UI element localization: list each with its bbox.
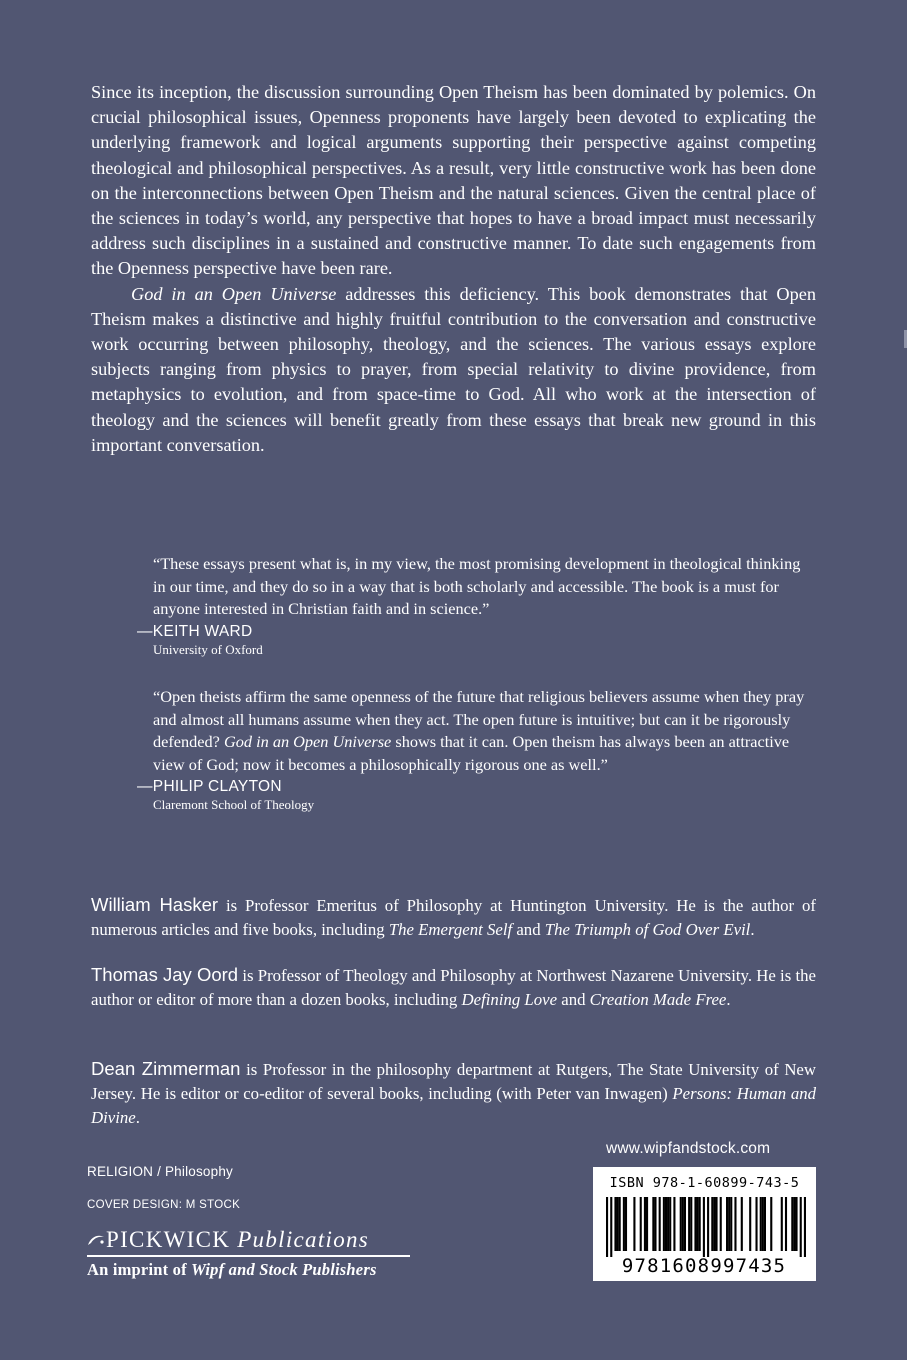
description-paragraph-1: Since its inception, the discussion surrounding Open Theism has been dominated by polemics. On crucial philosophical issues, Openness proponents have largely been devoted to explicating the underlying framework and logical arguments supporting their perspective against competing theological and philosophical perspectives. As a result, very little constructive work has been done on the interconnections between Open Theism and the natural sciences. Given the central place of the sciences in today’s world, any perspective that hopes to have a broad impact must necessarily address such disciplines in a sustained and constructive manner. To date such engagements from the Openness perspective have been rare. [91, 82, 816, 279]
barcode-bar [726, 1197, 728, 1251]
barcode-bar [619, 1197, 621, 1251]
barcode-bar [781, 1197, 783, 1251]
barcode-bar [640, 1197, 642, 1251]
barcode-bar [707, 1197, 709, 1257]
barcode-bar [673, 1197, 675, 1251]
book-title-inline: God in an Open Universe [131, 283, 337, 304]
barcode-bar [697, 1197, 699, 1251]
barcode-bar [711, 1197, 713, 1251]
barcode-bar [669, 1197, 671, 1251]
barcode-bar [665, 1197, 667, 1251]
barcode-bar [652, 1197, 654, 1251]
endorser-name: —PHILIP CLAYTON [137, 778, 282, 795]
barcode-bar [663, 1197, 665, 1251]
barcode-bar [785, 1197, 787, 1251]
barcode-bar [734, 1197, 736, 1251]
endorser-affiliation: Claremont School of Theology [153, 797, 315, 812]
publisher-logo [87, 1226, 369, 1254]
barcode-bar [728, 1197, 730, 1251]
pickwick-swoosh-icon [87, 1232, 105, 1248]
barcode-bar [684, 1197, 686, 1251]
barcode-bar [749, 1197, 751, 1251]
barcode-bar [793, 1197, 795, 1251]
barcode-bar [800, 1197, 802, 1257]
publisher-name-italic: Publications [237, 1227, 370, 1252]
barcode-bar [614, 1197, 616, 1251]
barcode-bar [644, 1197, 646, 1251]
barcode-bar [659, 1197, 661, 1251]
barcode-bar [713, 1197, 715, 1251]
barcode-bar [770, 1197, 772, 1251]
subject-category: RELIGION / Philosophy [87, 1164, 234, 1179]
barcode-bar [762, 1197, 764, 1251]
endorser-name: —KEITH WARD [137, 622, 253, 640]
barcode-bar [633, 1197, 635, 1251]
publisher-imprint: An imprint of Wipf and Stock Publishers [87, 1260, 377, 1279]
barcode-bar [690, 1197, 692, 1251]
publisher-name: PICKWICK [106, 1227, 231, 1252]
barcode-bar [646, 1197, 648, 1251]
barcode-bar [617, 1197, 619, 1251]
publisher-website: www.wipfandstock.com [606, 1140, 771, 1157]
endorsement-keith-ward [137, 553, 817, 658]
barcode-bar [625, 1197, 627, 1251]
barcode-bar [667, 1197, 669, 1251]
barcode-bar [606, 1197, 608, 1257]
bio-thomas-jay-oord: Thomas Jay Oord is Professor of Theology and Philosophy at Northwest Nazarene University. He is the author or editor of more than a dozen books, including Defining Love and Creation Made Free. [91, 964, 816, 1009]
barcode-bars [606, 1197, 806, 1257]
ean-digits: 9781608997435 [621, 1255, 787, 1277]
barcode-bar [699, 1197, 701, 1251]
barcode-bar [680, 1197, 682, 1251]
barcode-bar [791, 1197, 793, 1251]
barcode-bar [804, 1197, 806, 1257]
endorser-affiliation: University of Oxford [153, 641, 263, 657]
publisher-divider [87, 1255, 410, 1257]
barcode-bar [720, 1197, 722, 1251]
barcode-bar [730, 1197, 732, 1251]
description-paragraph-2: God in an Open Universe addresses this deficiency. This book demonstrates that Open Theism makes a distinctive and highly fruitful contribution to the conversation and constructive work occurring between philosophy, theology, and the sciences. The various essays explore subjects ranging from physics to prayer, from special relativity to divine providence, from metaphysics to evolution, and from space-time to God. All who work at the intersection of theology and the sciences will benefit greatly from these essays that break new ground in this important conversation. [91, 283, 816, 455]
barcode-bar [623, 1197, 625, 1251]
bio-name: William Hasker [91, 894, 219, 915]
bio-dean-zimmerman: Dean Zimmerman is Professor in the philosophy department at Rutgers, The State University of New Jersey. He is editor or co-editor of several books, including (with Peter van Inwagen) Persons: Human and Divine. [91, 1058, 817, 1127]
barcode-bar [760, 1197, 762, 1251]
book-description [91, 80, 816, 458]
cover-design-credit: COVER DESIGN: M STOCK [87, 1199, 241, 1211]
endorsement-quote: “Open theists affirm the same openness of the future that religious believers assume when they pray and almost all humans assume when they act. The open future is intuitive; but can it be rigorously defended? God in an Open Universe shows that it can. Open theism has always been an attractive view of God; now it becomes a philosophically rigorous one as well.” [153, 687, 805, 774]
barcode-bar [610, 1197, 612, 1257]
barcode-bar [741, 1197, 743, 1251]
barcode-bar [654, 1197, 656, 1251]
barcode-bar [703, 1197, 705, 1257]
barcode-bar [764, 1197, 766, 1251]
endorsement-quote: “These essays present what is, in my view, the most promising development in theological thinking in our time, and they do so in a way that is both scholarly and accessible. The book is a must for anyone interested in Christian faith and in science.” [153, 554, 801, 618]
bio-name: Dean Zimmerman [91, 1058, 241, 1079]
barcode-bar [715, 1197, 717, 1251]
bio-name: Thomas Jay Oord [91, 964, 239, 985]
barcode-bar [688, 1197, 690, 1251]
barcode-bar [755, 1197, 757, 1251]
barcode-bar [795, 1197, 797, 1251]
barcode-bar [682, 1197, 684, 1251]
isbn-barcode [593, 1167, 816, 1281]
isbn-label: ISBN 978-1-60899-743-5 [609, 1175, 800, 1191]
bio-william-hasker: William Hasker is Professor Emeritus of Philosophy at Huntington University. He is the author of numerous articles and five books, including The Emergent Self and The Triumph of God Over Evil. [91, 894, 816, 939]
endorsement-philip-clayton [137, 686, 817, 813]
barcode-bar [694, 1197, 696, 1251]
